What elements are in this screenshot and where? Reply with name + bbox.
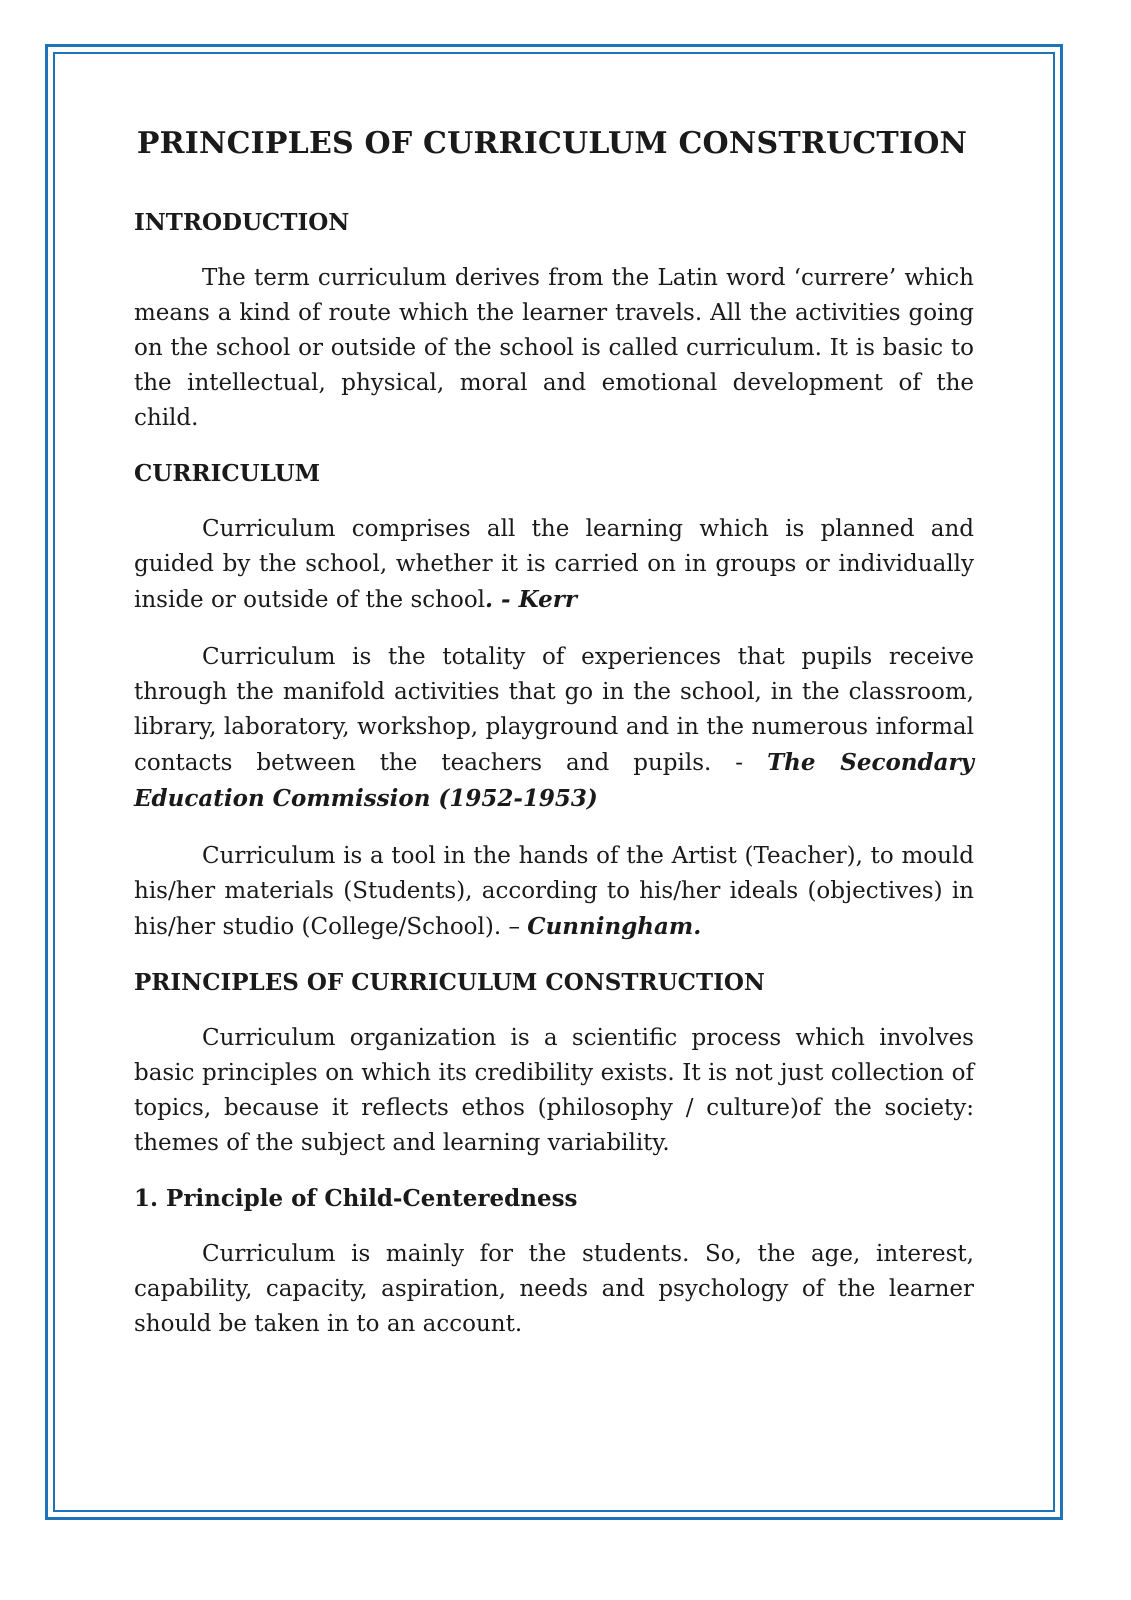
document-title: PRINCIPLES OF CURRICULUM CONSTRUCTION [136, 126, 968, 161]
paragraph-introduction: The term curriculum derives from the Latin word ‘currere’ which means a kind of route which the learner travels. All the activities going on the school or outside of the school is called curriculum. It is basic to the intellectual, physical, moral and emotional development of the child. [134, 265, 974, 431]
definition-kerr [134, 512, 974, 618]
definition-commission-attribution: The Secondary Education Commission (1952-1953) [134, 749, 974, 812]
definition-cunningham-attribution: Cunningham. [527, 913, 702, 940]
heading-curriculum: CURRICULUM [134, 460, 321, 487]
paragraph-principles: Curriculum organization is a scientific process which involves basic principles on which its credibility exists. It is not just collection of topics, because it reflects ethos (philosophy / culture)of the society: themes of the subject and learning variability. [134, 1025, 974, 1156]
definition-cunningham-text: Curriculum is a tool in the hands of the Artist (Teacher), to mould his/her materials (Students), according to his/her ideals (objectives) in his/her studio (College/School). – [134, 843, 974, 940]
definition-commission-text: Curriculum is the totality of experiences that pupils receive through the manifold activities that go in the school, in the classroom, library, laboratory, workshop, playground and in the numerous informal contacts between the teachers and pupils. - [134, 644, 974, 776]
heading-principles: PRINCIPLES OF CURRICULUM CONSTRUCTION [134, 969, 765, 996]
paragraph-principle-child-centeredness: Curriculum is mainly for the students. So, the age, interest, capability, capacity, aspiration, needs and psychology of the learner should be taken in to an account. [134, 1241, 974, 1337]
document-body [134, 126, 974, 1364]
heading-principle-child-centeredness: 1. Principle of Child-Centeredness [134, 1185, 578, 1212]
heading-introduction: INTRODUCTION [134, 209, 350, 236]
definition-cunningham [134, 839, 974, 945]
definition-kerr-attribution: . - Kerr [485, 586, 577, 613]
definition-kerr-text: Curriculum comprises all the learning which is planned and guided by the school, whether it is carried on in groups or individually inside or outside of the school [134, 516, 974, 613]
definition-commission [134, 640, 974, 817]
